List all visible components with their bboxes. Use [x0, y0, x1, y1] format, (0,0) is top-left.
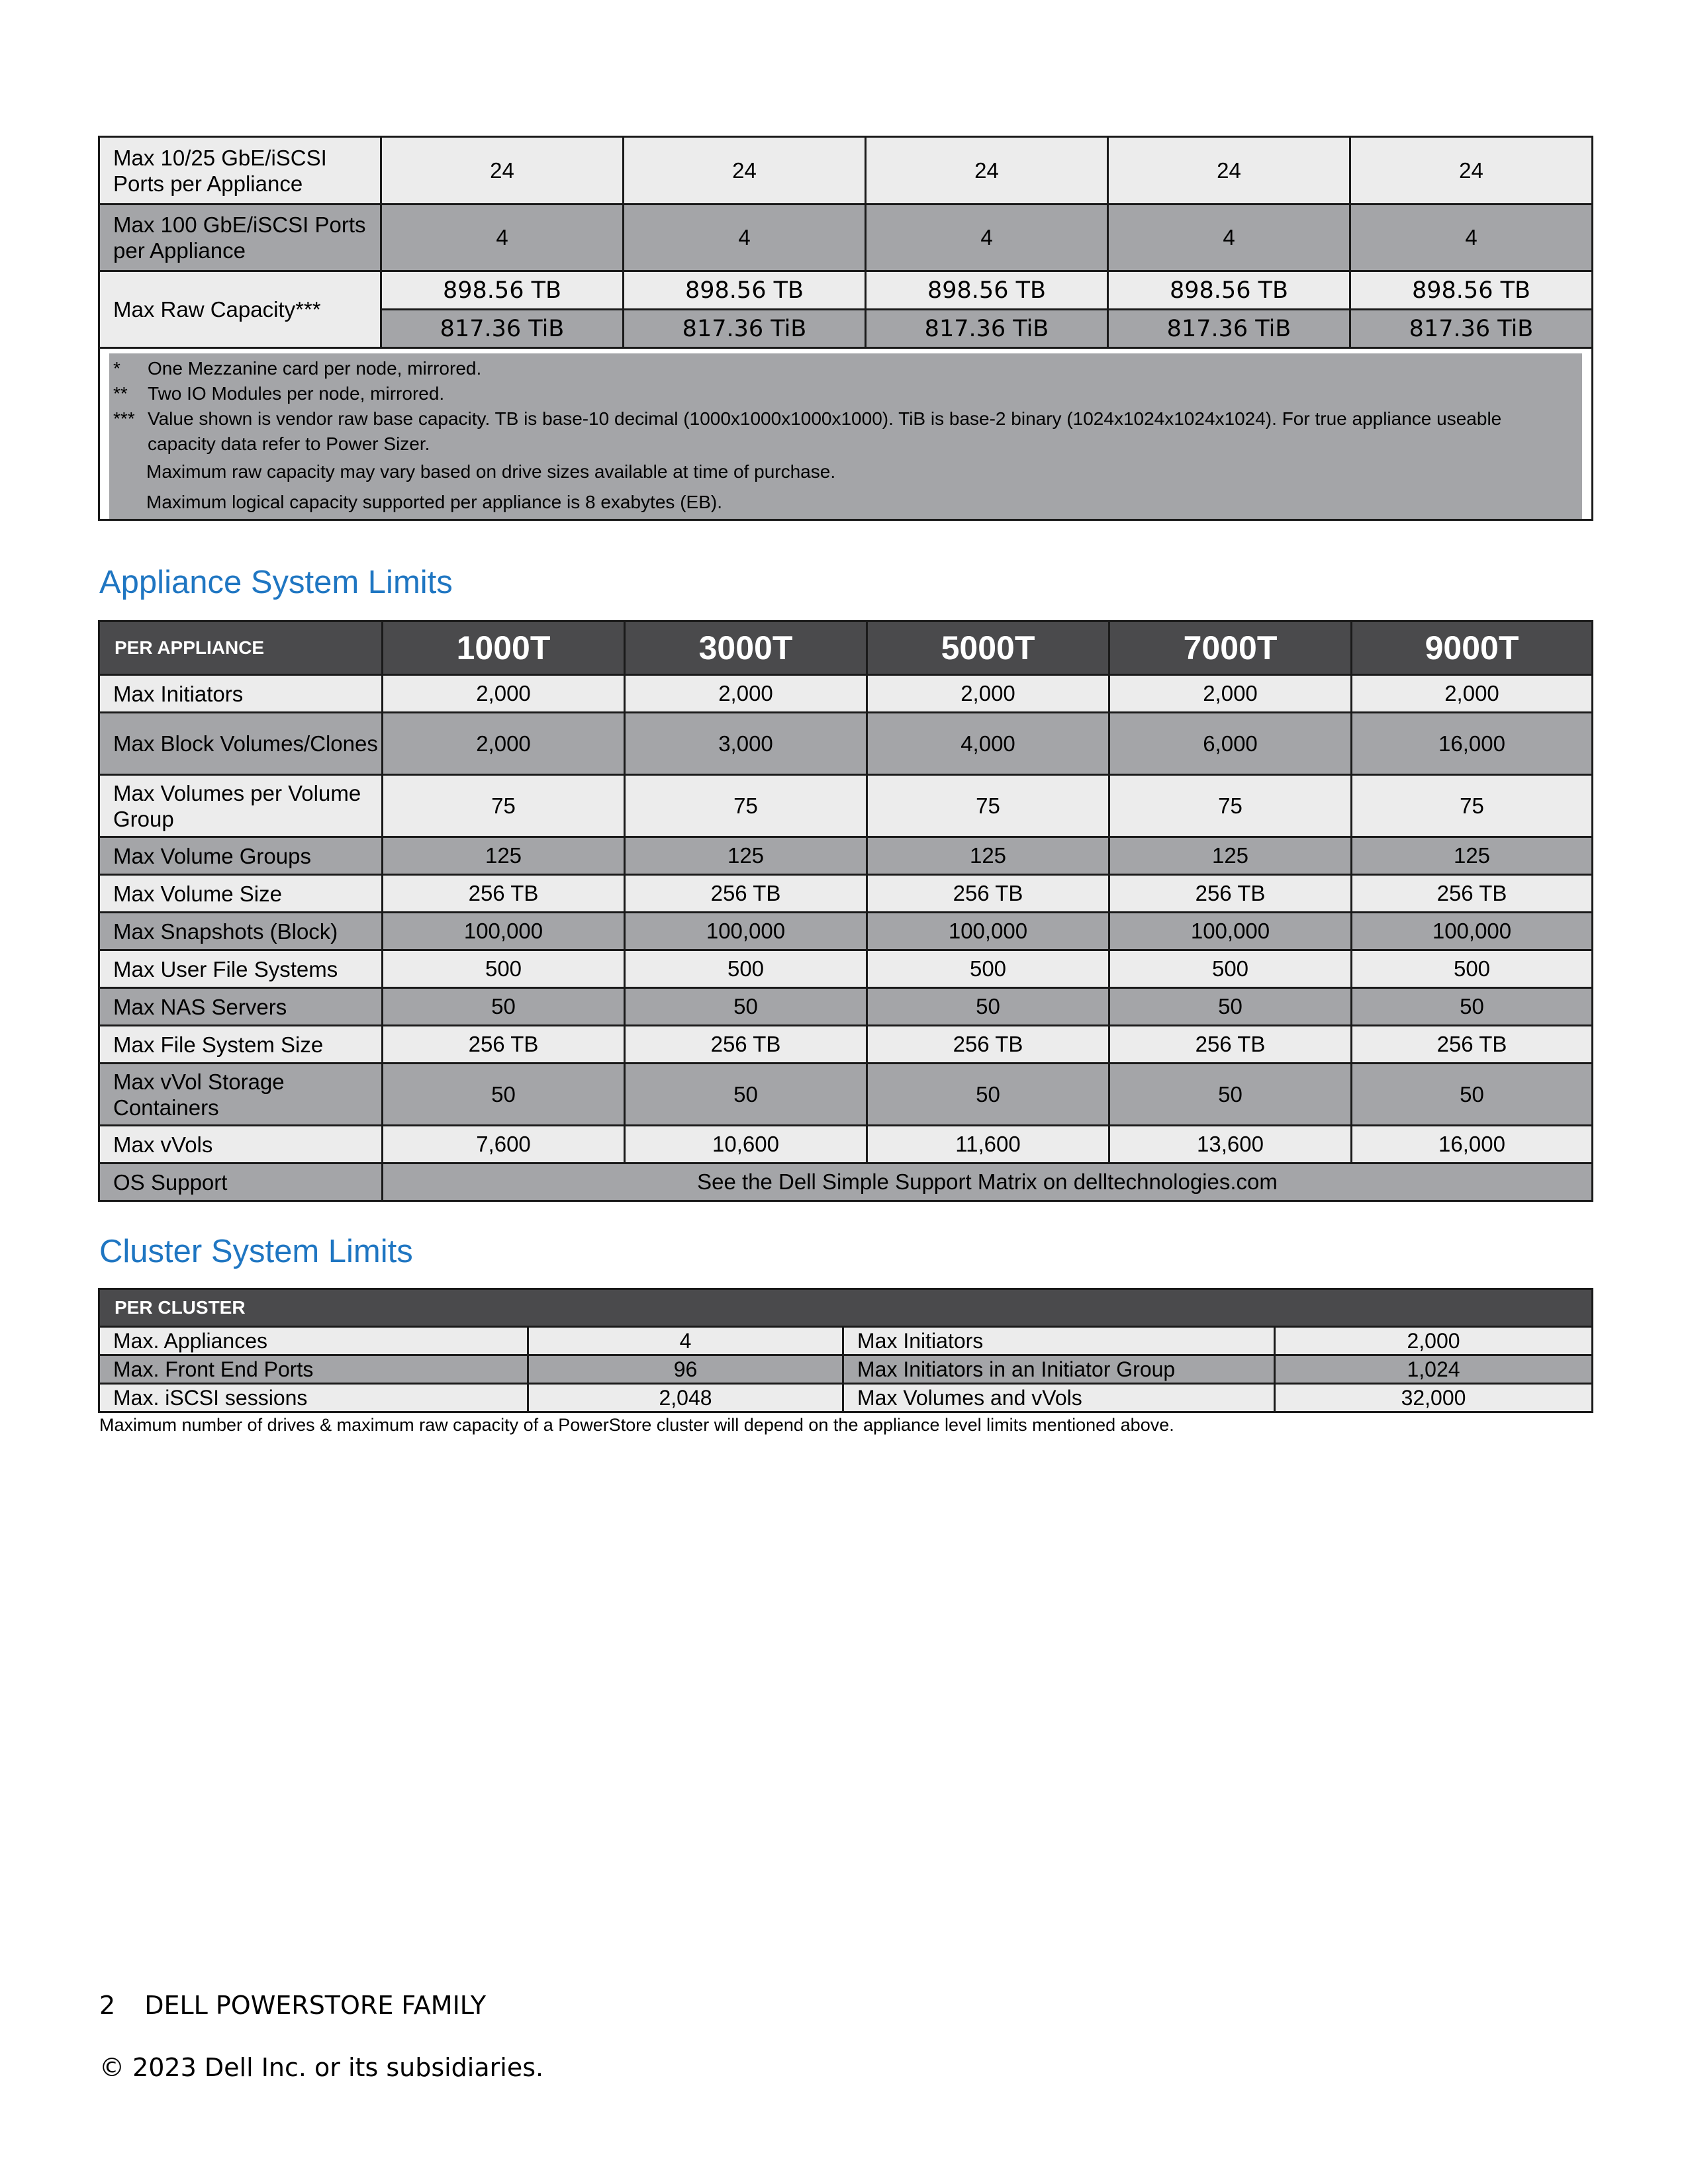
row-label: Max Raw Capacity*** — [99, 271, 381, 348]
cell-value: 75 — [1352, 775, 1593, 837]
model-header: 9000T — [1352, 621, 1593, 675]
note-mark: *** — [113, 408, 135, 429]
cell-value: 75 — [867, 775, 1109, 837]
row-label: Max Initiators — [99, 675, 383, 713]
capacity-tb: 898.56 TB — [1350, 271, 1593, 310]
cell-value: 50 — [1109, 988, 1352, 1026]
header-label: PER APPLIANCE — [99, 621, 383, 675]
table-row — [99, 675, 1593, 713]
cell-value: 125 — [1352, 837, 1593, 875]
cell-value: 24 — [381, 137, 624, 205]
cell-value: 75 — [1109, 775, 1352, 837]
note-text: Value shown is vendor raw base capacity. TB is base-10 decimal (1000x1000x1000x1000). TiB is base-2 binary (1024x1024x1024x1024). For true appliance useable capacity data refer to Power Sizer. — [148, 408, 1502, 454]
model-header: 1000T — [383, 621, 625, 675]
header-label: PER CLUSTER — [99, 1289, 1593, 1327]
cell-value: 100,000 — [1352, 913, 1593, 950]
page-footer — [99, 1991, 486, 2020]
cell-value: 50 — [625, 1064, 867, 1126]
cell-value: 125 — [625, 837, 867, 875]
cell-value: 3,000 — [625, 713, 867, 775]
cell-value: 256 TB — [1352, 875, 1593, 913]
row-label: Max Volume Size — [99, 875, 383, 913]
cell-value: 1,024 — [1275, 1355, 1593, 1384]
note-text: One Mezzanine card per node, mirrored. — [148, 358, 482, 379]
row-label: Max Initiators in an Initiator Group — [843, 1355, 1275, 1384]
cell-value: 50 — [867, 988, 1109, 1026]
cell-value: 50 — [1352, 1064, 1593, 1126]
appliance-limits-table — [98, 620, 1593, 1202]
cell-value: 75 — [625, 775, 867, 837]
product-name: DELL POWERSTORE FAMILY — [144, 1991, 487, 2020]
row-label: Max File System Size — [99, 1026, 383, 1064]
row-label: Max Snapshots (Block) — [99, 913, 383, 950]
note-mark: * — [113, 358, 120, 379]
capacity-tib: 817.36 TiB — [1108, 310, 1350, 348]
cell-value: 11,600 — [867, 1126, 1109, 1163]
note-text: Two IO Modules per node, mirrored. — [148, 383, 445, 404]
cell-value: 2,048 — [528, 1384, 843, 1412]
cell-value: 256 TB — [867, 1026, 1109, 1064]
page-number: 2 — [99, 1991, 116, 2020]
cell-value: 50 — [383, 1064, 625, 1126]
table-row — [99, 137, 1593, 205]
table-row — [99, 1327, 1593, 1355]
cell-value: 50 — [1352, 988, 1593, 1026]
cell-value: 2,000 — [625, 675, 867, 713]
capacity-tib: 817.36 TiB — [866, 310, 1108, 348]
row-label: Max 10/25 GbE/iSCSI Ports per Appliance — [99, 137, 381, 205]
table-row — [99, 205, 1593, 271]
cell-value: 2,000 — [1109, 675, 1352, 713]
cell-value: 50 — [1109, 1064, 1352, 1126]
row-label: Max. Front End Ports — [99, 1355, 528, 1384]
notes-box — [109, 353, 1582, 519]
note-item — [109, 356, 1582, 381]
cell-value: 256 TB — [1109, 1026, 1352, 1064]
cell-value: 100,000 — [383, 913, 625, 950]
cell-value: 125 — [383, 837, 625, 875]
table-row — [99, 1355, 1593, 1384]
cell-value: 256 TB — [1109, 875, 1352, 913]
row-label: Max vVol Storage Containers — [99, 1064, 383, 1126]
table-row — [99, 837, 1593, 875]
table-row — [99, 713, 1593, 775]
cell-value: 500 — [1109, 950, 1352, 988]
cell-value: 32,000 — [1275, 1384, 1593, 1412]
table-row — [99, 1064, 1593, 1126]
table-header-row — [99, 621, 1593, 675]
cell-value: 100,000 — [625, 913, 867, 950]
row-label: Max Block Volumes/Clones — [99, 713, 383, 775]
table-row — [99, 1026, 1593, 1064]
table-row — [99, 988, 1593, 1026]
notes-cell — [99, 348, 1593, 520]
table-header-row — [99, 1289, 1593, 1327]
cell-value: 256 TB — [625, 875, 867, 913]
cell-value: 2,000 — [383, 675, 625, 713]
cell-value: 500 — [867, 950, 1109, 988]
capacity-tb: 898.56 TB — [866, 271, 1108, 310]
row-label: Max Volume Groups — [99, 837, 383, 875]
cell-value: 256 TB — [383, 1026, 625, 1064]
note-plain: Maximum logical capacity supported per appliance is 8 exabytes (EB). — [146, 492, 722, 512]
cell-value: 2,000 — [383, 713, 625, 775]
capacity-tib: 817.36 TiB — [381, 310, 624, 348]
model-header: 5000T — [867, 621, 1109, 675]
cell-value: 24 — [866, 137, 1108, 205]
cluster-limits-table — [98, 1288, 1593, 1413]
table-row — [99, 1126, 1593, 1163]
cell-value: 96 — [528, 1355, 843, 1384]
table-row — [99, 1163, 1593, 1201]
row-label: Max. Appliances — [99, 1327, 528, 1355]
cluster-section-title: Cluster System Limits — [99, 1234, 413, 1269]
cell-value: 100,000 — [867, 913, 1109, 950]
os-support-value: See the Dell Simple Support Matrix on delltechnologies.com — [383, 1163, 1593, 1201]
row-label: Max vVols — [99, 1126, 383, 1163]
port-capacity-table — [98, 136, 1593, 521]
cluster-footnote: Maximum number of drives & maximum raw capacity of a PowerStore cluster will depend on the appliance level limits mentioned above. — [99, 1415, 1174, 1435]
table-row — [99, 950, 1593, 988]
cell-value: 24 — [1108, 137, 1350, 205]
cell-value: 7,600 — [383, 1126, 625, 1163]
capacity-tib: 817.36 TiB — [624, 310, 866, 348]
row-label: Max Volumes and vVols — [843, 1384, 1275, 1412]
cell-value: 256 TB — [867, 875, 1109, 913]
table-row — [99, 913, 1593, 950]
table-row — [99, 875, 1593, 913]
cell-value: 6,000 — [1109, 713, 1352, 775]
row-label: Max NAS Servers — [99, 988, 383, 1026]
cell-value: 4 — [1108, 205, 1350, 271]
row-label: Max Initiators — [843, 1327, 1275, 1355]
capacity-tib: 817.36 TiB — [1350, 310, 1593, 348]
cell-value: 2,000 — [1352, 675, 1593, 713]
cell-value: 256 TB — [625, 1026, 867, 1064]
cell-value: 24 — [1350, 137, 1593, 205]
note-mark: ** — [113, 383, 128, 404]
cell-value: 50 — [625, 988, 867, 1026]
cell-value: 125 — [867, 837, 1109, 875]
cell-value: 500 — [625, 950, 867, 988]
cell-value: 13,600 — [1109, 1126, 1352, 1163]
note-item — [109, 406, 1582, 457]
capacity-tb: 898.56 TB — [381, 271, 624, 310]
model-header: 7000T — [1109, 621, 1352, 675]
capacity-tb: 898.56 TB — [624, 271, 866, 310]
cell-value: 50 — [867, 1064, 1109, 1126]
cell-value: 125 — [1109, 837, 1352, 875]
table-row — [99, 1384, 1593, 1412]
cell-value: 16,000 — [1352, 713, 1593, 775]
appliance-section-title: Appliance System Limits — [99, 565, 453, 600]
cell-value: 500 — [383, 950, 625, 988]
table-row — [99, 271, 1593, 310]
cell-value: 500 — [1352, 950, 1593, 988]
cell-value: 256 TB — [1352, 1026, 1593, 1064]
capacity-tb: 898.56 TB — [1108, 271, 1350, 310]
cell-value: 24 — [624, 137, 866, 205]
cell-value: 16,000 — [1352, 1126, 1593, 1163]
table-row — [99, 775, 1593, 837]
row-label: Max 100 GbE/iSCSI Ports per Appliance — [99, 205, 381, 271]
copyright: © 2023 Dell Inc. or its subsidiaries. — [99, 2053, 544, 2082]
row-label: Max Volumes per Volume Group — [99, 775, 383, 837]
cell-value: 2,000 — [1275, 1327, 1593, 1355]
cell-value: 256 TB — [383, 875, 625, 913]
row-label: OS Support — [99, 1163, 383, 1201]
cell-value: 2,000 — [867, 675, 1109, 713]
note-plain: Maximum raw capacity may vary based on drive sizes available at time of purchase. — [146, 461, 836, 482]
cell-value: 4 — [866, 205, 1108, 271]
row-label: Max User File Systems — [99, 950, 383, 988]
cell-value: 4 — [381, 205, 624, 271]
notes-row — [99, 348, 1593, 520]
note-item — [109, 381, 1582, 406]
cell-value: 4 — [528, 1327, 843, 1355]
cell-value: 10,600 — [625, 1126, 867, 1163]
cell-value: 100,000 — [1109, 913, 1352, 950]
cell-value: 4 — [1350, 205, 1593, 271]
cell-value: 4,000 — [867, 713, 1109, 775]
model-header: 3000T — [625, 621, 867, 675]
cell-value: 50 — [383, 988, 625, 1026]
cell-value: 75 — [383, 775, 625, 837]
cell-value: 4 — [624, 205, 866, 271]
row-label: Max. iSCSI sessions — [99, 1384, 528, 1412]
